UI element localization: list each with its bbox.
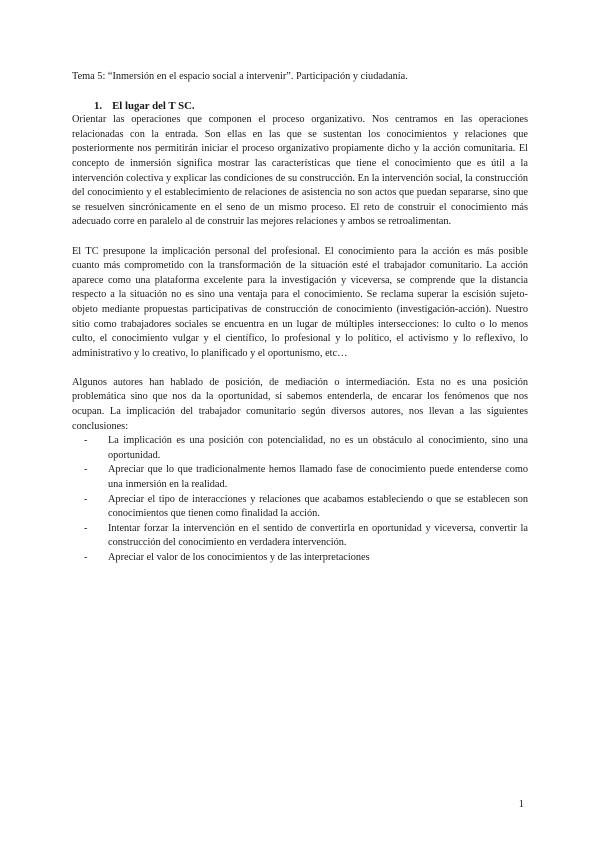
list-dash: - [84,435,88,447]
document-page [72,70,528,566]
paragraph-1: Orientar las operaciones que componen el proceso organizativo. Nos centramos en las operaciones relacionadas con la entrada. Son ellas en las que se sustentan los conocimientos y relaciones que posteriormente nos permitirán iniciar el proceso organizativo propiamente dicho y la acción comunitaria. El concepto de inmersión significa mostrar las características que tiene el conocimiento que es útil a la intervención colectiva y explicar las condiciones de su construcción. En la intervención social, la construcción del conocimiento y el establecimiento de relaciones de asistencia no son actos que puedan separarse, sino que se resuelven sincrónicamente en el seno de un mismo proceso. El reto de construir el conocimiento más adecuado corre en paralelo al de construir las mejores relaciones y ambos se retroalimentan. [72,114,528,228]
list-dash: - [84,552,88,563]
paragraph-3: Algunos autores han hablado de posición, de mediación o intermediación. Esta no es una posición problemática sino que nos da la oportunidad, si sabemos entenderla, de encarar los fenómenos que nos ocupan. La implicación del trabajador comunitario según diversos autores, nos llevan a las siguientes conclusiones: [72,376,528,432]
list-item [84,493,528,522]
list-item-text: La implicación es una posición con potencialidad, no es un obstáculo al conocimiento, sino una oportunidad. [108,435,528,461]
topic-line: Tema 5: “Inmersión en el espacio social a intervenir”. Participación y ciudadanía. [72,71,408,82]
list-item-text: Apreciar que lo que tradicionalmente hemos llamado fase de conocimiento puede entenderse como una inmersión en la realidad. [108,464,528,491]
page-number: 1 [518,799,524,810]
list-item-text: Intentar forzar la intervención en el sentido de convertirla en oportunidad y viceversa, convertir la construcción del conocimiento en verdadera intervención. [108,522,528,549]
list-item [84,522,528,551]
conclusions-list [72,434,528,565]
list-item [84,463,528,492]
paragraph-2: El TC presupone la implicación personal del profesional. El conocimiento para la acción es más posible cuanto más comprometido con la transformación de la situación esté el trabajador comunitario. La acción aparece como una plataforma excelente para la investigación y viceversa, se comprende que la distancia respecto a la situación no es sino una ventaja para el conocimiento. Se reclama superar la escisión sujeto-objeto mediante propuestas participativas de construcción de conocimiento (investigación-acción). Nuestro sitio como trabajadores sociales se encuentra en un lugar de múltiples intersecciones: lo culto o lo menos culto, el conocimiento vulgar y el científico, lo profesional y lo político, el activismo y lo reflexivo, lo administrativo y lo creativo, lo planificado y el oportunismo, etc… [72,245,528,359]
section-title: El lugar del T SC. [112,99,195,112]
list-item [84,551,528,566]
section-number: 1. [94,99,103,112]
list-dash: - [84,493,88,505]
paragraph-spacer [72,361,528,376]
section-heading [94,99,528,114]
list-item [84,434,528,463]
list-item-text: Apreciar el valor de los conocimientos y de las interpretaciones [108,552,370,563]
list-dash: - [84,464,88,476]
paragraph-spacer [72,230,528,245]
list-item-text: Apreciar el tipo de interacciones y relaciones que acabamos estableciendo o que se establecen son conocimientos que tienen como finalidad la acción. [108,493,528,520]
list-dash: - [84,522,88,534]
